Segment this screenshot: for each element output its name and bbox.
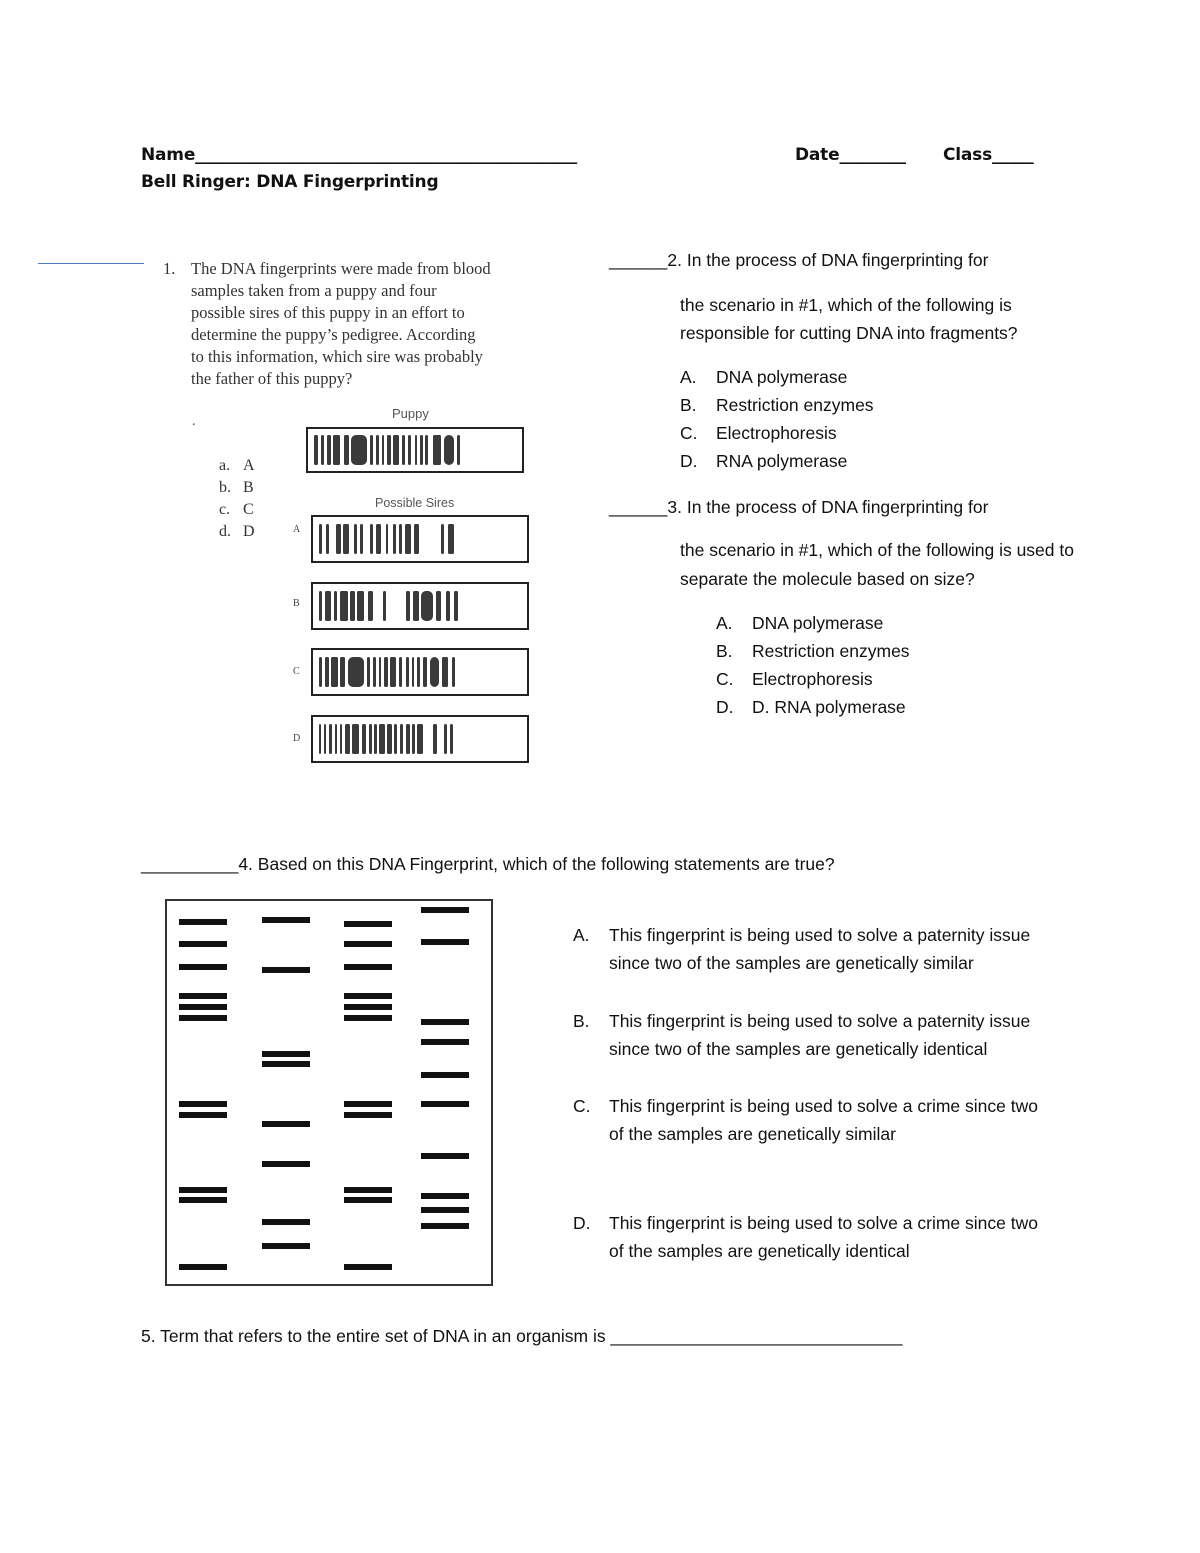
fingerprint-band (352, 724, 359, 754)
gel-band (179, 1264, 227, 1270)
fingerprint-band (319, 657, 322, 687)
fingerprint-sire-c (311, 648, 529, 696)
fingerprint-band (415, 435, 417, 465)
gel-band (262, 1161, 310, 1167)
fingerprint-band (382, 435, 384, 465)
gel-band (421, 907, 469, 913)
fingerprint-band (387, 724, 392, 754)
q1-choice[interactable]: c. C (219, 501, 254, 518)
fingerprint-band (420, 435, 423, 465)
fingerprint-band (405, 524, 411, 554)
fingerprint-band (408, 435, 411, 465)
fingerprint-band (376, 435, 379, 465)
fingerprint-band (406, 657, 409, 687)
fingerprint-band (324, 724, 326, 754)
fingerprint-band (390, 657, 396, 687)
gel-band (421, 1193, 469, 1199)
q2-choices (680, 363, 874, 475)
fingerprint-band (444, 435, 454, 465)
q1-choice[interactable]: d. D (219, 523, 255, 540)
gel-band (421, 1153, 469, 1159)
gel-band (344, 1187, 392, 1193)
fingerprint-band (370, 435, 373, 465)
sire-label-c: C (293, 666, 300, 677)
gel-band (262, 917, 310, 923)
q1-line: determine the puppy’s pedigree. According (191, 325, 476, 344)
q1-number: 1. (163, 259, 176, 278)
gel-band (344, 1264, 392, 1270)
q3-choice[interactable]: C. Electrophoresis (716, 669, 873, 689)
fingerprint-band (321, 435, 324, 465)
q1-choice[interactable]: a. A (219, 457, 255, 474)
gel-band (262, 1243, 310, 1249)
q2-lead: ______2. In the process of DNA fingerprinting for (609, 250, 989, 270)
fingerprint-band (314, 435, 318, 465)
q4-choice-d[interactable]: D. This fingerprint is being used to solve a crime since two of the samples are genetically identical (573, 1213, 1038, 1261)
fingerprint-band (417, 724, 423, 754)
fingerprint-band (454, 591, 458, 621)
fingerprint-band (354, 524, 357, 554)
fingerprint-band (343, 524, 349, 554)
fingerprint-band (362, 724, 366, 754)
gel-band (421, 1019, 469, 1025)
fingerprint-band (350, 591, 355, 621)
fingerprint-band (394, 724, 397, 754)
fingerprint-band (325, 657, 329, 687)
page-title: Bell Ringer: DNA Fingerprinting (141, 172, 439, 192)
gel-band (344, 1197, 392, 1203)
q1-line: The DNA fingerprints were made from blood (191, 259, 491, 278)
q3-line3: separate the molecule based on size? (680, 569, 975, 589)
fingerprint-band (425, 435, 428, 465)
gel-band (262, 1121, 310, 1127)
gel-band (179, 941, 227, 947)
fingerprint-band (450, 724, 453, 754)
fingerprint-band (334, 591, 337, 621)
gel-band (344, 1015, 392, 1021)
fingerprint-band (340, 657, 345, 687)
fingerprint-band (335, 724, 337, 754)
fingerprint-band (379, 724, 385, 754)
q4-choice-c[interactable]: C. This fingerprint is being used to solve a crime since two of the samples are genetically similar (573, 1096, 1038, 1144)
gel-band (344, 993, 392, 999)
fingerprint-band (340, 724, 342, 754)
gel-band (179, 1004, 227, 1010)
fingerprint-band (446, 591, 450, 621)
fingerprint-band (436, 591, 441, 621)
fingerprint-band (402, 435, 405, 465)
gel-band (421, 1101, 469, 1107)
gel-band (179, 964, 227, 970)
gel-band (421, 1223, 469, 1229)
fingerprint-band (406, 591, 410, 621)
gel-band (179, 1101, 227, 1107)
fingerprint-band (442, 657, 448, 687)
gel-band (179, 919, 227, 925)
fingerprint-band (319, 524, 322, 554)
fingerprint-band (348, 657, 364, 687)
q2-line2: the scenario in #1, which of the following is (680, 295, 1012, 315)
q4-lead: __________4. Based on this DNA Fingerprint, which of the following statements are true? (141, 854, 835, 874)
fingerprint-band (441, 524, 444, 554)
q2-choice[interactable]: B. Restriction enzymes (680, 395, 874, 415)
q3-choice[interactable]: B. Restriction enzymes (716, 641, 910, 661)
q3-line2: the scenario in #1, which of the following is used to (680, 540, 1074, 560)
fingerprint-band (373, 657, 376, 687)
fingerprint-band (345, 724, 350, 754)
gel-band (262, 1219, 310, 1225)
fingerprint-band (376, 524, 381, 554)
q2-line3: responsible for cutting DNA into fragments? (680, 323, 1018, 343)
gel-band (179, 1197, 227, 1203)
fingerprint-band (379, 657, 381, 687)
fingerprint-band (319, 724, 321, 754)
fingerprint-band (452, 657, 455, 687)
fingerprint-band (336, 524, 341, 554)
q1-choice[interactable]: b. B (219, 479, 254, 496)
fingerprint-band (331, 657, 338, 687)
fingerprint-band (340, 591, 348, 621)
q2-choice[interactable]: C. Electrophoresis (680, 423, 837, 443)
fingerprint-band (387, 435, 391, 465)
gel-band (262, 1051, 310, 1057)
q1-line: the father of this puppy? (191, 369, 353, 388)
fingerprint-band (412, 724, 415, 754)
q4-choice-b[interactable]: B. This fingerprint is being used to solve a paternity issue since two of the samples are genetically identical (573, 1011, 1031, 1059)
fingerprint-band (368, 591, 373, 621)
fingerprint-band (399, 657, 402, 687)
fingerprint-band (384, 657, 388, 687)
fingerprint-band (344, 435, 349, 465)
fingerprint-sire-d (311, 715, 529, 763)
fingerprint-band (333, 435, 340, 465)
gel-band (179, 1112, 227, 1118)
fingerprint-sire-a (311, 515, 529, 563)
gel-band (344, 964, 392, 970)
gel-band (179, 1015, 227, 1021)
q2-choice[interactable]: A. DNA polymerase (680, 367, 848, 387)
gel-band (262, 1061, 310, 1067)
fingerprint-band (413, 591, 419, 621)
fingerprint-band (457, 435, 460, 465)
sire-label-b: B (293, 598, 300, 609)
gel-band (421, 1207, 469, 1213)
q3-lead: ______3. In the process of DNA fingerprinting for (609, 497, 989, 517)
class-field-label[interactable]: Class_____ (943, 145, 1034, 165)
q3-choice[interactable]: D. D. RNA polymerase (716, 697, 906, 717)
q1-line: to this information, which sire was probably (191, 347, 483, 366)
fingerprint-band (393, 435, 399, 465)
fingerprint-band (393, 524, 396, 554)
fingerprint-band (448, 524, 454, 554)
gel-band (344, 1112, 392, 1118)
q2-choice[interactable]: D. RNA polymerase (680, 451, 848, 471)
q1-line: samples taken from a puppy and four (191, 281, 437, 300)
fingerprint-band (417, 657, 420, 687)
fingerprint-band (383, 591, 386, 621)
fingerprint-sire-b (311, 582, 529, 630)
q3-choices (716, 609, 910, 721)
fingerprint-band (325, 591, 331, 621)
gel-band (179, 993, 227, 999)
fingerprint-band (423, 657, 427, 687)
answer-blank-line[interactable] (38, 263, 144, 264)
possible-sires-label: Possible Sires (375, 496, 455, 510)
gel-band (344, 941, 392, 947)
sire-label-a: A (293, 524, 301, 535)
fingerprint-band (370, 524, 373, 554)
fingerprint-band (421, 591, 433, 621)
fingerprint-band (433, 724, 437, 754)
gel-band (421, 1072, 469, 1078)
fingerprint-band (369, 724, 372, 754)
fingerprint-band (399, 524, 402, 554)
q4-choice-a[interactable]: A. This fingerprint is being used to solve a paternity issue since two of the samples are genetically similar (573, 925, 1031, 973)
fingerprint-band (412, 657, 414, 687)
gel-band (421, 1039, 469, 1045)
fingerprint-band (374, 724, 377, 754)
fingerprint-band (430, 657, 439, 687)
fingerprint-band (351, 435, 367, 465)
fingerprint-band (367, 657, 370, 687)
fingerprint-band (386, 524, 388, 554)
fingerprint-band (433, 435, 441, 465)
puppy-label: Puppy (392, 406, 429, 421)
gel-band (421, 939, 469, 945)
gel-band (344, 1101, 392, 1107)
fingerprint-band (327, 435, 331, 465)
fingerprint-band (444, 724, 447, 754)
stray-dot: . (192, 414, 196, 429)
q3-choice[interactable]: A. DNA polymerase (716, 613, 884, 633)
gel-band (344, 921, 392, 927)
q1-choices (219, 455, 255, 543)
gel-band (344, 1004, 392, 1010)
date-field-label[interactable]: Date________ (795, 145, 906, 165)
fingerprint-band (319, 591, 322, 621)
fingerprint-band (400, 724, 403, 754)
sire-label-d: D (293, 733, 301, 744)
name-field-label[interactable]: Name______________________________________________ (141, 145, 577, 165)
fingerprint-band (329, 724, 332, 754)
fingerprint-band (326, 524, 329, 554)
q1-question (191, 258, 491, 390)
fingerprint-band (360, 524, 363, 554)
gel-diagram (165, 899, 493, 1286)
fingerprint-band (406, 724, 410, 754)
fingerprint-puppy (306, 427, 524, 473)
q5-question[interactable]: 5. Term that refers to the entire set of DNA in an organism is ______________________________ (141, 1326, 903, 1346)
q1-line: possible sires of this puppy in an effort to (191, 303, 465, 322)
gel-band (262, 967, 310, 973)
gel-band (179, 1187, 227, 1193)
fingerprint-band (414, 524, 419, 554)
fingerprint-band (357, 591, 364, 621)
